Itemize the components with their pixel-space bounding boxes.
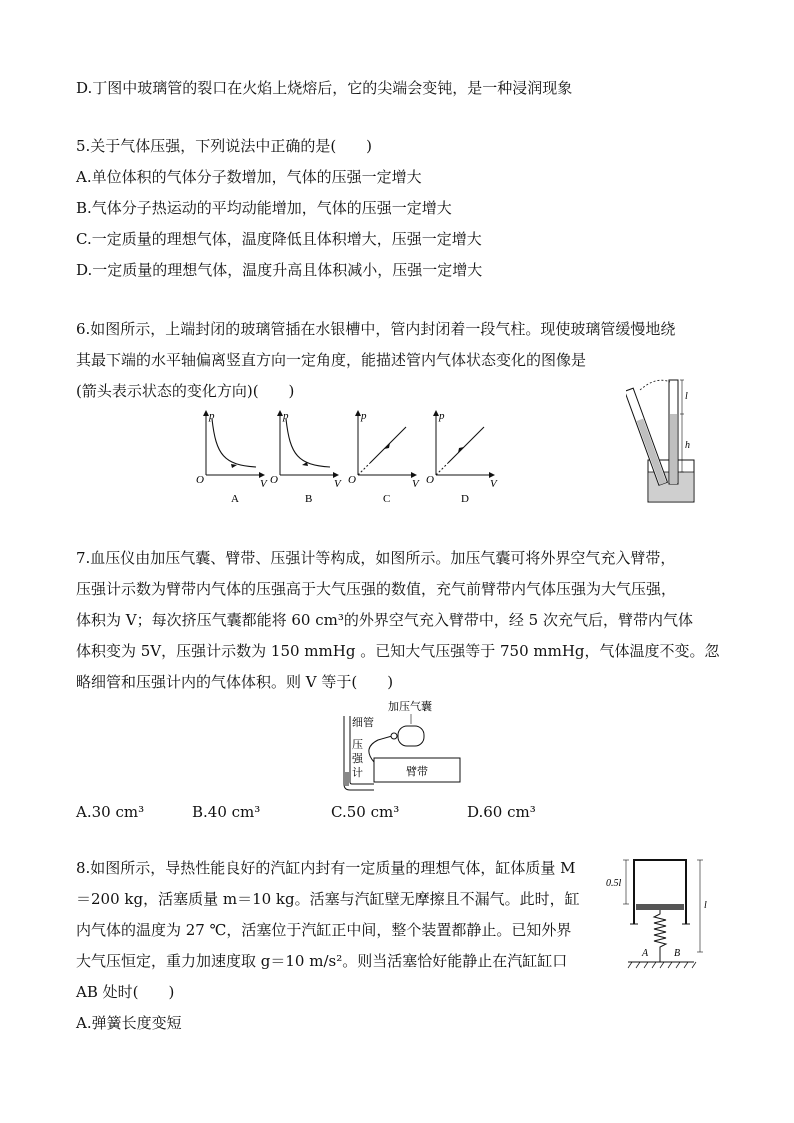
q8-point-b-label: B [674, 948, 681, 959]
graph-c-origin: O [348, 474, 356, 486]
q7-gauge-label-1: 压 [352, 739, 363, 751]
graph-c [348, 410, 420, 505]
q7-option-c: C.50 cm³ [331, 803, 400, 821]
q8-line-3: 内气体的温度为 27 ℃，活塞位于汽缸正中间，整个装置都静止。已知外界 [76, 921, 572, 939]
q7-option-a: A.30 cm³ [76, 803, 145, 821]
q7-gauge-label-2: 强 [352, 753, 363, 765]
q8-point-a-label: A [642, 948, 649, 959]
q6-line-1: 6.如图所示，上端封闭的玻璃管插在水银槽中，管内封闭着一段气柱。现使玻璃管缓慢地绕 [76, 320, 676, 338]
q4-option-d: D.丁图中玻璃管的裂口在火焰上烧熔后，它的尖端会变钝，是一种浸润现象 [76, 79, 573, 97]
q7-line-1: 7.血压仪由加压气囊、臂带、压强计等构成，如图所示。加压气囊可将外界空气充入臂带， [76, 549, 676, 567]
q7-line-3: 体积为 V；每次挤压气囊都能将 60 cm³的外界空气充入臂带中，经 5 次充气后，臂带内气体 [76, 611, 693, 629]
graph-d-origin: O [426, 474, 434, 486]
q6-line-3: (箭头表示状态的变化方向)( ) [76, 382, 295, 400]
q8-line-2: ＝200 kg，活塞质量 m＝10 kg。活塞与汽缸壁无摩擦且不漏气。此时，缸 [76, 890, 580, 908]
graph-a-origin: O [196, 474, 204, 486]
q8-line-4: 大气压恒定，重力加速度取 g＝10 m/s²。则当活塞恰好能静止在汽缸缸口 [76, 952, 568, 970]
graph-a [196, 410, 268, 505]
q5-option-d: D.一定质量的理想气体，温度升高且体积减小，压强一定增大 [76, 261, 483, 279]
q7-line-5: 略细管和压强计内的气体体积。则 V 等于( ) [76, 673, 394, 691]
graph-b-label: B [305, 493, 313, 505]
q7-blood-pressure-figure [330, 696, 470, 796]
q7-tube-label: 细管 [352, 717, 374, 729]
q6-line-2: 其最下端的水平轴偏离竖直方向一定角度，能描述管内气体状态变化的图像是 [76, 351, 587, 369]
q6-graphs [190, 405, 500, 510]
q7-cuff-label: 臂带 [406, 766, 428, 778]
graph-a-ylabel: p [209, 410, 215, 422]
q7-gauge-label-3: 计 [352, 767, 363, 779]
q5-stem: 5.关于气体压强，下列说法中正确的是( ) [76, 137, 373, 155]
graph-c-ylabel: p [361, 410, 367, 422]
q8-length-label: l [704, 900, 707, 911]
q7-bulb-label: 加压气囊 [388, 701, 432, 713]
q7-option-d: D.60 cm³ [467, 803, 536, 821]
graph-a-label: A [231, 493, 239, 505]
q5-option-b: B.气体分子热运动的平均动能增加，气体的压强一定增大 [76, 199, 452, 217]
q8-option-a: A.弹簧长度变短 [76, 1014, 182, 1032]
tube-label-l: l [685, 391, 688, 402]
tube-label-h: h [685, 440, 690, 451]
q6-tube-figure [626, 374, 706, 508]
q7-line-2: 压强计示数为臂带内气体的压强高于大气压强的数值，充气前臂带内气体压强为大气压强， [76, 580, 677, 598]
graph-d-xlabel: V [490, 478, 497, 490]
graph-b-origin: O [270, 474, 278, 486]
graph-d-label: D [461, 493, 469, 505]
graph-d [426, 410, 498, 505]
graph-b [270, 410, 342, 505]
graph-b-ylabel: p [283, 410, 289, 422]
graph-d-ylabel: p [439, 410, 445, 422]
q8-line-5: AB 处时( ) [76, 983, 175, 1001]
q7-line-4: 体积变为 5V，压强计示数为 150 mmHg 。已知大气压强等于 750 mmHg，气体温度不变。忽 [76, 642, 720, 660]
q8-cylinder-figure [604, 852, 716, 982]
graph-a-xlabel: V [260, 478, 267, 490]
graph-b-xlabel: V [334, 478, 341, 490]
q8-half-length-label: 0.5l [606, 878, 622, 889]
graph-c-label: C [383, 493, 391, 505]
q5-option-c: C.一定质量的理想气体，温度降低且体积增大，压强一定增大 [76, 230, 482, 248]
graph-c-xlabel: V [412, 478, 419, 490]
q8-line-1: 8.如图所示，导热性能良好的汽缸内封有一定质量的理想气体，缸体质量 M [76, 859, 576, 877]
q5-option-a: A.单位体积的气体分子数增加，气体的压强一定增大 [76, 168, 422, 186]
q7-option-b: B.40 cm³ [192, 803, 261, 821]
